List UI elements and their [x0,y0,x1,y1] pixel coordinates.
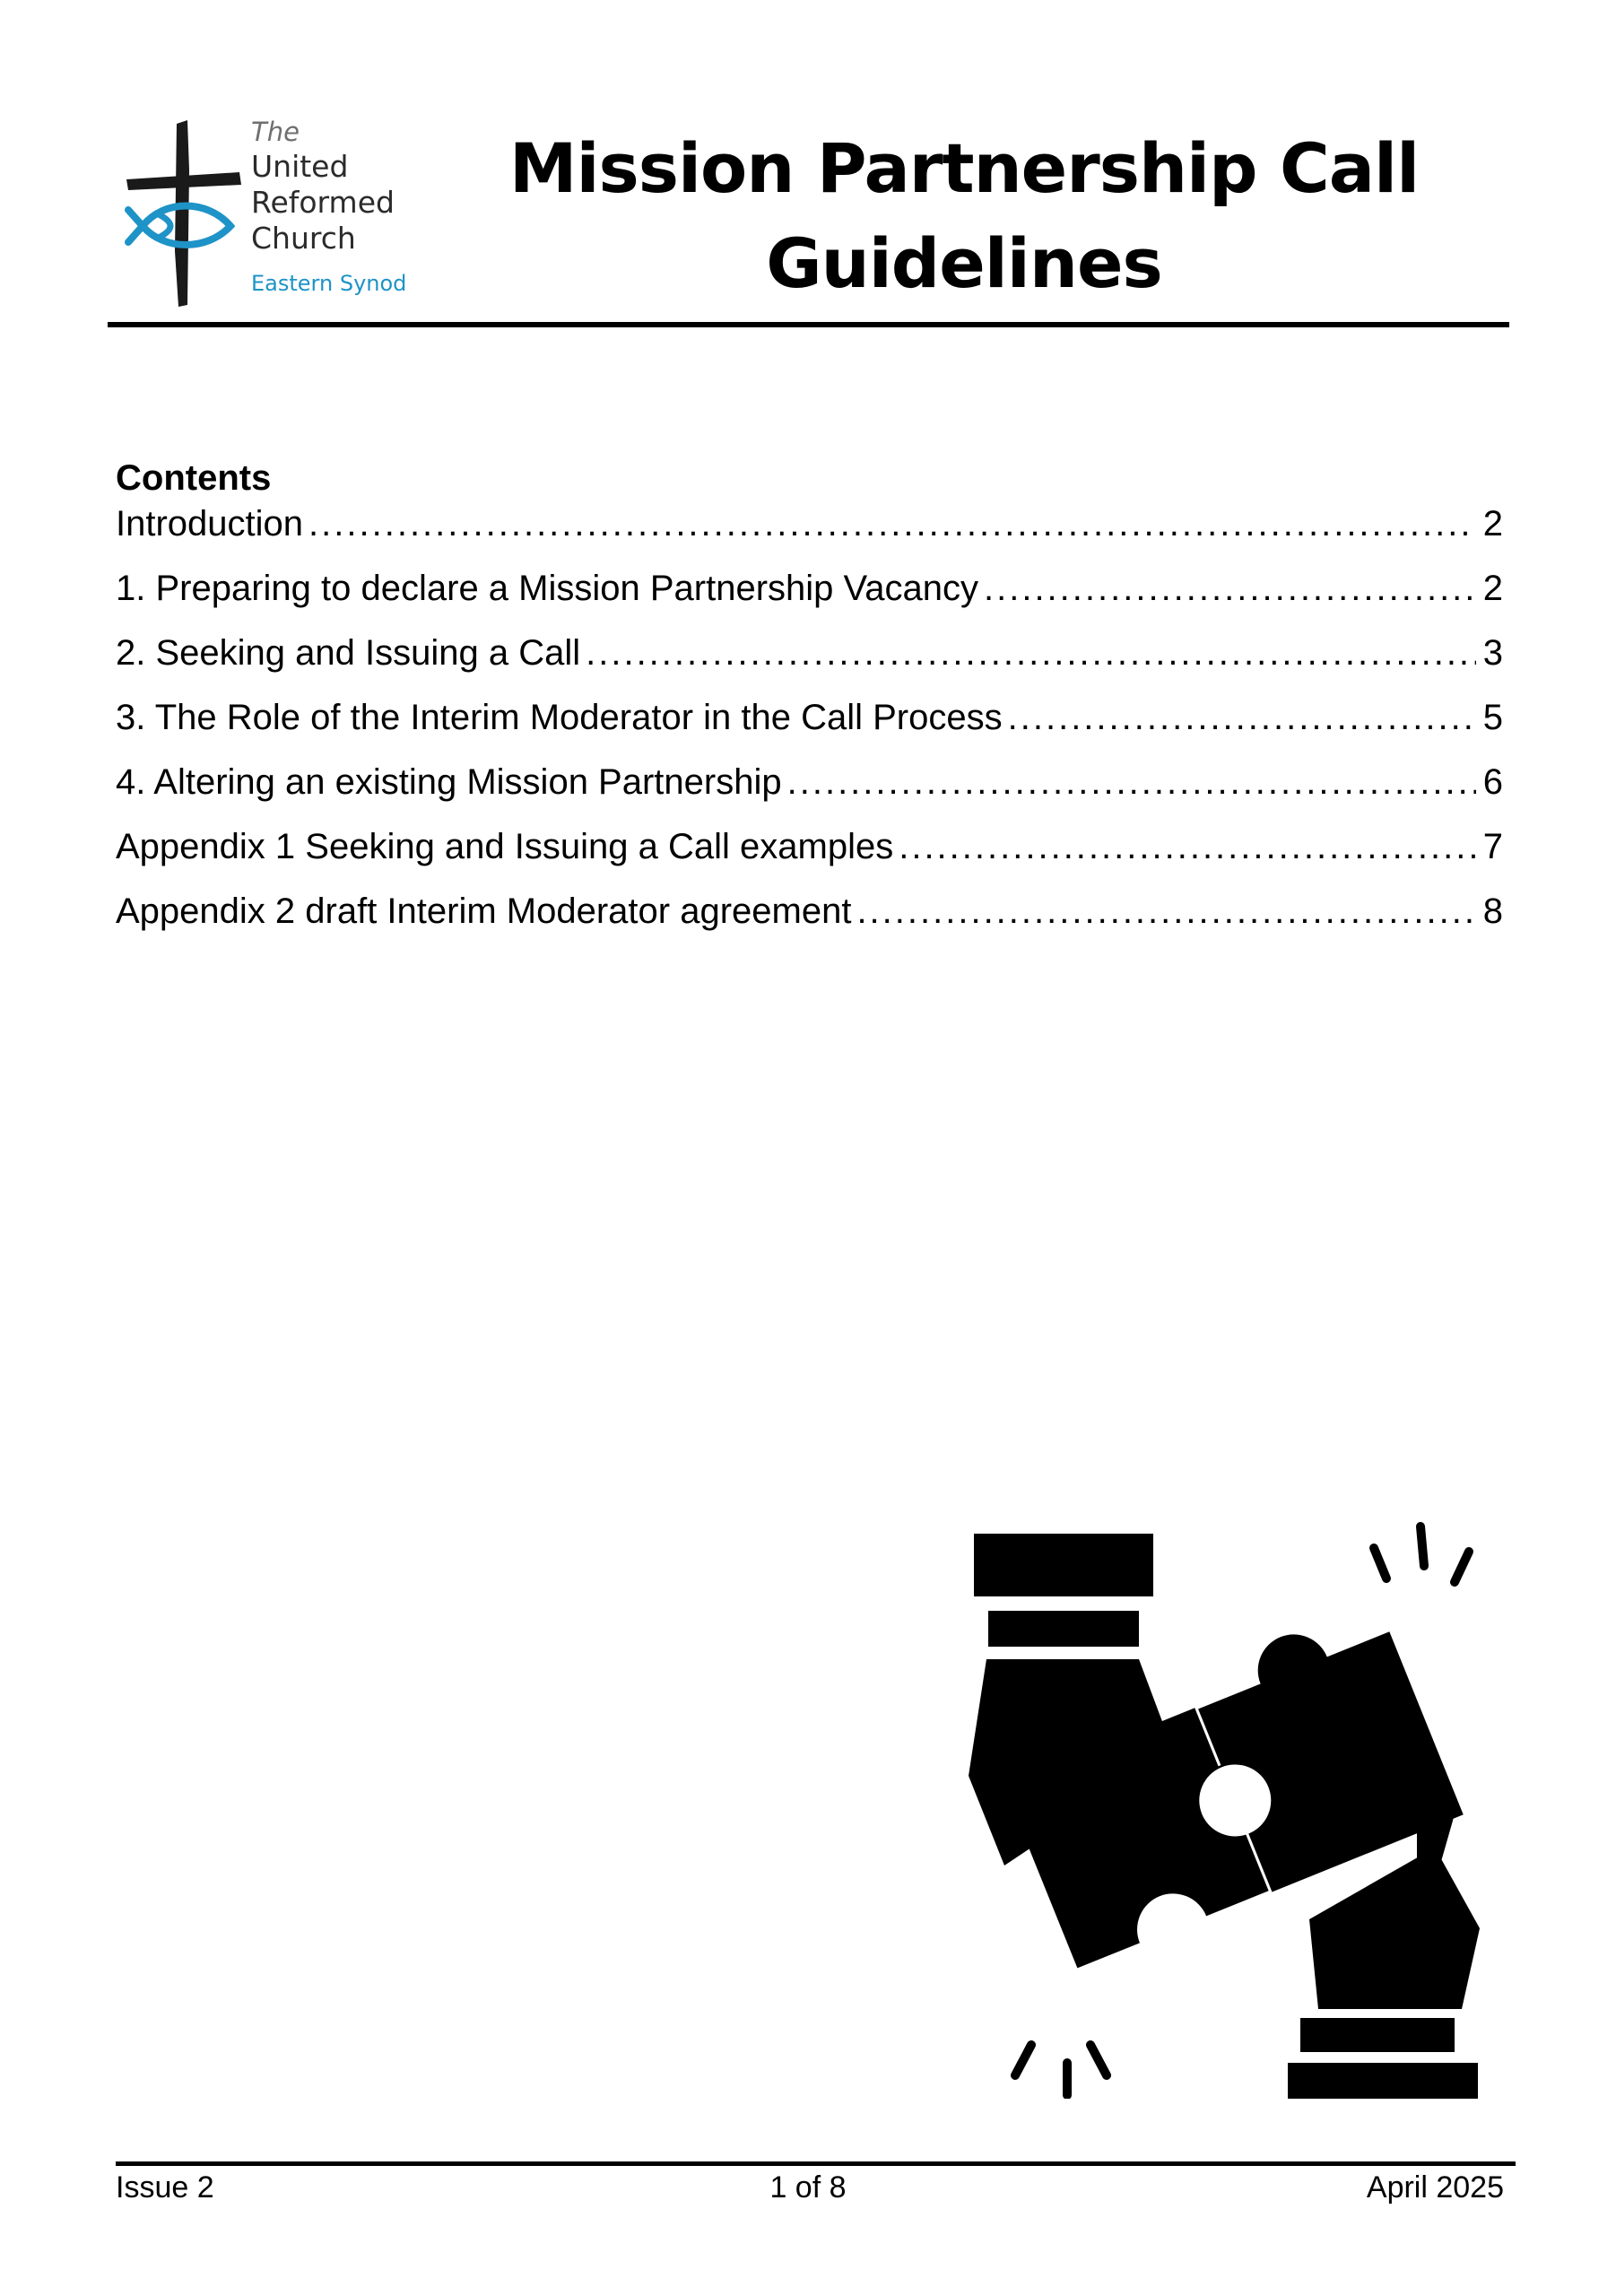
title-line-1: Mission Partnership Call [508,128,1420,208]
header-divider [108,322,1509,327]
toc-label: Appendix 1 Seeking and Issuing a Call examples [116,827,894,866]
toc-label: 1. Preparing to declare a Mission Partnership Vacancy [116,569,978,608]
toc-label: 3. The Role of the Interim Moderator in the Call Process [116,698,1003,737]
toc-leader [899,827,1476,867]
logo-reformed: Reformed [251,185,395,220]
cross-fish-icon [121,117,247,309]
toc-entry-appendix-2[interactable] [116,891,1503,956]
toc-leader [308,504,1476,544]
toc-page-number: 5 [1482,698,1503,737]
logo-church: Church [251,221,356,256]
toc-entry-introduction[interactable] [116,504,1503,569]
urc-logo [121,117,408,309]
footer-issue: Issue 2 [116,2170,214,2205]
footer-page-number: 1 of 8 [769,2170,847,2205]
toc-entry-section-4[interactable] [116,762,1503,827]
toc-page-number: 8 [1482,891,1503,931]
table-of-contents [116,504,1503,956]
toc-leader [586,633,1476,674]
toc-leader [856,891,1475,932]
toc-label: 2. Seeking and Issuing a Call [116,633,581,673]
hands-puzzle-illustration [933,1507,1507,2099]
logo-the: The [251,117,300,147]
toc-page-number: 3 [1482,633,1503,673]
toc-label: Appendix 2 draft Interim Moderator agreement [116,891,852,931]
contents-heading: Contents [116,458,272,498]
toc-leader [787,762,1476,803]
toc-page-number: 7 [1482,827,1503,866]
logo-synod: Eastern Synod [251,271,407,296]
hands-puzzle-icon [933,1507,1507,2099]
toc-page-number: 6 [1482,762,1503,802]
toc-entry-section-1[interactable] [116,569,1503,633]
footer-date: April 2025 [1366,2170,1504,2205]
title-line-2: Guidelines [766,223,1162,303]
toc-leader [1008,698,1476,738]
document-title [466,121,1462,311]
toc-leader [984,569,1476,609]
toc-entry-section-3[interactable] [116,698,1503,762]
toc-entry-section-2[interactable] [116,633,1503,698]
toc-label: Introduction [116,504,304,544]
logo-united: United [251,149,349,184]
toc-page-number: 2 [1482,569,1503,608]
toc-page-number: 2 [1482,504,1503,544]
toc-label: 4. Altering an existing Mission Partnership [116,762,782,802]
toc-entry-appendix-1[interactable] [116,827,1503,891]
footer-divider [116,2161,1516,2166]
